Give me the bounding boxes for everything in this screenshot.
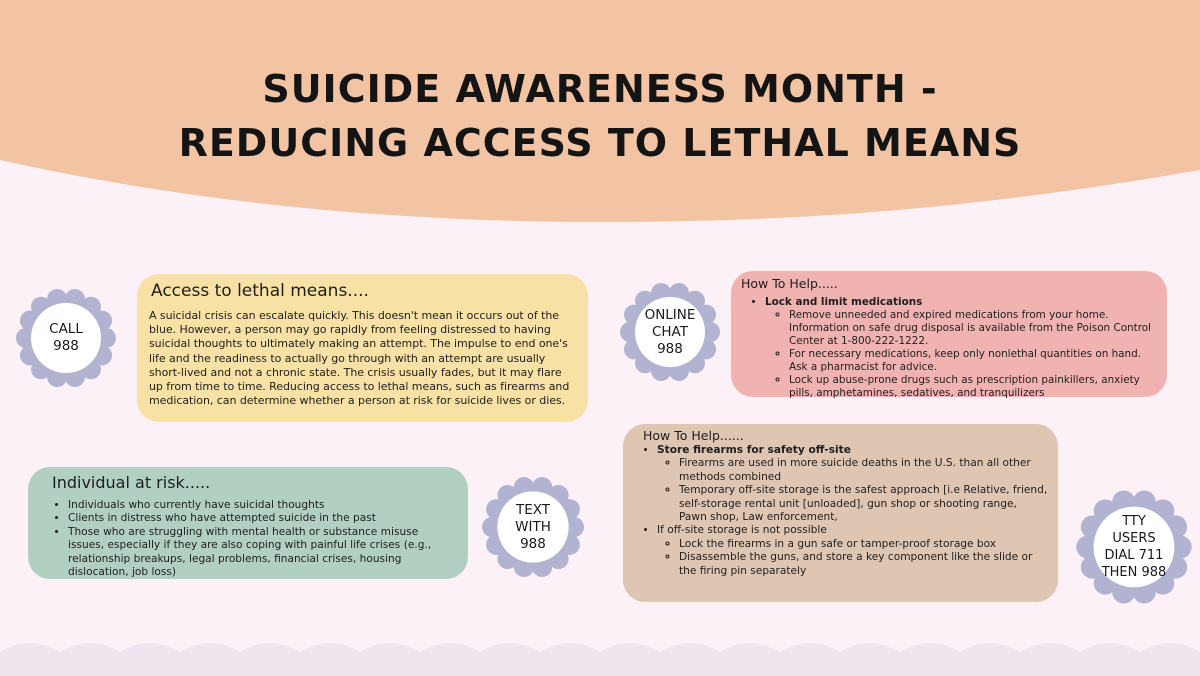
help-firearms-card <box>623 424 1058 602</box>
chat-badge <box>618 280 722 384</box>
tty-badge-text: TTY USERS DIAL 711 THEN 988 <box>1101 514 1167 580</box>
list-item: ◦ Remove unneeded and expired medications from your home. Information on safe drug disposal is available from the Poison Control Center at 1-800-222-1222. <box>789 309 1157 348</box>
help1-title: How To Help..... <box>741 276 838 291</box>
text-badge-text: TEXT WITH 988 <box>515 501 551 552</box>
list-item <box>657 524 1048 578</box>
text-badge <box>480 474 586 580</box>
help2-sublist-2 <box>657 538 1048 578</box>
title-line-1: SUICIDE AWARENESS MONTH - <box>262 67 938 111</box>
list-item <box>657 444 1048 524</box>
access-body: A suicidal crisis can escalate quickly. This doesn't mean it occurs out of the blue. However, a person may go rapidly from feeling distressed to having suicidal thoughts to ultimately making an attempt. The impulse to end one's life and the readiness to actually go through with an attempt are usually short-lived and not a chronic state. The crisis usually fades, but it may flare up from time to time. Reducing access to lethal means, such as firearms and medication, can determine whether a person at risk for suicide lives or dies. <box>149 309 570 408</box>
call-badge-text: CALL 988 <box>49 321 83 354</box>
help2-heading: Store firearms for safety off-site <box>657 444 851 456</box>
page-title <box>0 62 1200 170</box>
help2-list <box>643 444 1048 578</box>
tty-badge <box>1074 487 1194 607</box>
risk-list <box>52 499 456 579</box>
list-item: • Individuals who currently have suicidal thoughts <box>68 499 456 512</box>
list-item: ◦ Lock up abuse-prone drugs such as prescription painkillers, anxiety pills, amphetamines, sedatives, and tranquilizers <box>789 374 1157 400</box>
help2-heading-2: If off-site storage is not possible <box>657 524 827 537</box>
list-item: ◦ Lock the firearms in a gun safe or tamper-proof storage box <box>679 538 1048 551</box>
chat-badge-text: ONLINE CHAT 988 <box>644 306 696 357</box>
footer-waves <box>0 643 1200 676</box>
risk-card <box>28 467 468 579</box>
list-item: ◦ Temporary off-site storage is the safest approach [i.e Relative, friend, self-storage rental unit [unloaded], gun shop or shooting range, Pawn shop, Law enforcement, <box>679 484 1048 524</box>
help2-title: How To Help...... <box>643 428 744 443</box>
call-badge <box>14 286 118 390</box>
risk-title: Individual at risk..... <box>52 473 211 492</box>
help1-sublist <box>765 309 1157 400</box>
access-card <box>137 274 588 422</box>
help1-heading: Lock and limit medications <box>765 296 923 308</box>
list-item: ◦ Firearms are used in more suicide deaths in the U.S. than all other methods combined <box>679 457 1048 484</box>
list-item: ◦ Disassemble the guns, and store a key component like the slide or the firing pin separately <box>679 551 1048 578</box>
help1-list <box>741 296 1157 400</box>
list-item: ◦ For necessary medications, keep only nonlethal quantities on hand. Ask a pharmacist for advice. <box>789 348 1157 374</box>
list-item: • Clients in distress who have attempted suicide in the past <box>68 512 456 525</box>
help2-sublist <box>657 457 1048 524</box>
title-line-2: REDUCING ACCESS TO LETHAL MEANS <box>178 121 1022 165</box>
list-item: • Those who are struggling with mental health or substance misuse issues, especially if they are also coping with painful life crises (e.g., relationship breakups, legal problems, financial crises, housing dislocation, job loss) <box>68 526 456 580</box>
help-medications-card <box>731 271 1167 397</box>
list-item <box>765 296 1157 400</box>
access-title: Access to lethal means.... <box>151 281 369 301</box>
